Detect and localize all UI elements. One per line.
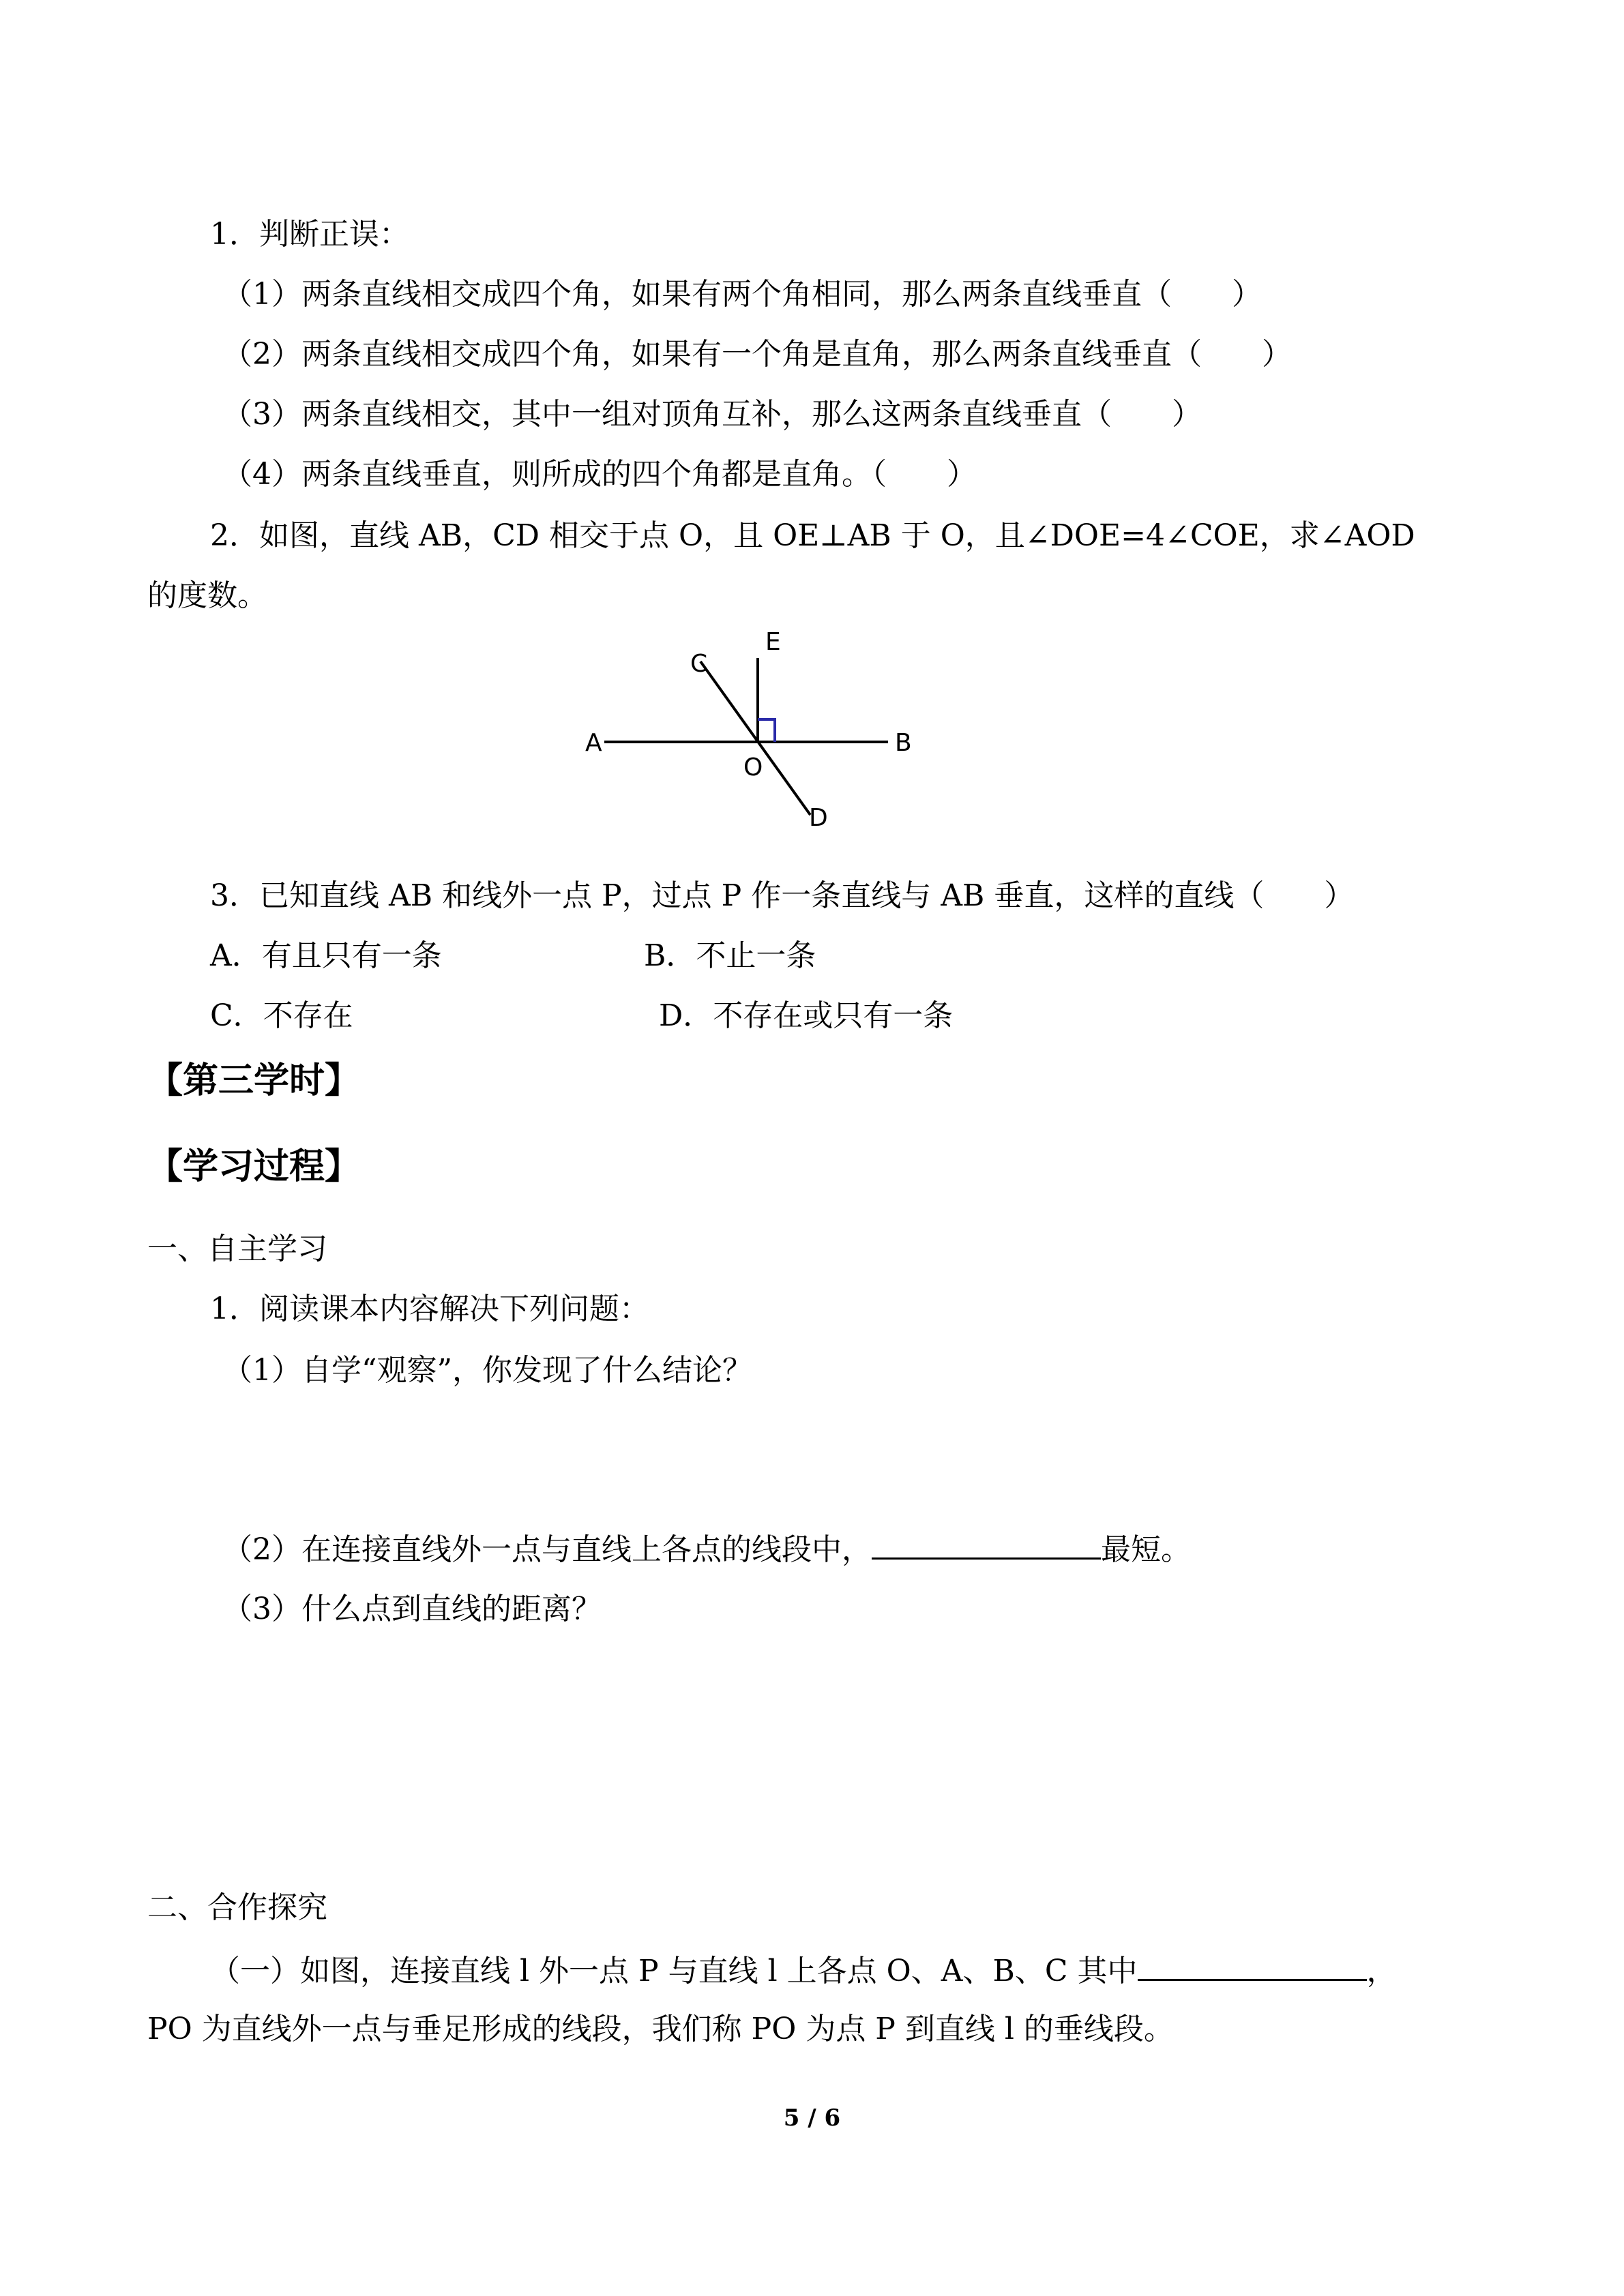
q2-line-1: 2．如图，直线 AB，CD 相交于点 O，且 OE⊥AB 于 O，且∠DOE=4∠COE，求∠AOD [210,518,1415,553]
answer-blank-shortest[interactable] [872,1527,1101,1560]
section1-sub-3: （3）什么点到直线的距离？ [222,1592,602,1626]
answer-blank-shortest-segment[interactable] [1138,1949,1367,1981]
q3-option-b: B．不止一条 [644,938,816,973]
q3-option-d: D．不存在或只有一条 [659,998,954,1033]
section2-para-line-2: PO 为直线外一点与垂足形成的线段，我们称 PO 为点 P 到直线 l 的垂线段。 [147,2012,1174,2046]
q3-stem: 3．已知直线 AB 和线外一点 P，过点 P 作一条直线与 AB 垂直，这样的直线（ ） [210,878,1355,913]
section2-para-line-1 [210,1949,1397,1992]
right-angle-mark [758,719,775,742]
q2-line-2: 的度数。 [147,578,267,613]
label-e: E [765,628,781,656]
section1-title: 一、自主学习 [147,1232,327,1266]
q1-item-1: （1）两条直线相交成四个角，如果有两个角相同，那么两条直线垂直（ ） [222,277,1262,312]
q3-option-c: C．不存在 [210,998,353,1033]
sub2-text-after: 最短。 [1101,1532,1191,1567]
section2-title: 二、合作探究 [147,1890,327,1925]
section1-sub-2 [222,1527,1191,1570]
label-d: D [809,804,828,832]
label-c: C [690,650,708,678]
section2-para-after: ， [1366,1954,1397,1988]
page-number: 5 / 6 [783,2104,841,2132]
intersecting-lines-figure [573,617,941,842]
section1-sub-1: （1）自学“观察”，你发现了什么结论？ [222,1353,752,1388]
label-b: B [895,729,912,757]
sub2-text-before: （2）在连接直线外一点与直线上各点的线段中， [222,1532,872,1567]
section1-item-1: 1．阅读课本内容解决下列问题： [210,1292,649,1326]
label-o: O [743,754,763,781]
q1-item-3: （3）两条直线相交，其中一组对顶角互补，那么这两条直线垂直（ ） [222,397,1202,432]
lesson-heading: 【第三学时】 [147,1060,361,1101]
section2-para-before: （一）如图，连接直线 l 外一点 P 与直线 l 上各点 O、A、B、C 其中 [210,1954,1138,1988]
q3-option-a: A．有且只有一条 [210,938,442,973]
q1-item-2: （2）两条直线相交成四个角，如果有一个角是直角，那么两条直线垂直（ ） [222,337,1292,372]
line-cd [700,661,810,815]
process-heading: 【学习过程】 [147,1146,361,1187]
q1-title: 1．判断正误： [210,217,409,252]
label-a: A [585,729,602,757]
q1-item-4: （4）两条直线垂直，则所成的四个角都是直角。（ ） [222,457,977,492]
